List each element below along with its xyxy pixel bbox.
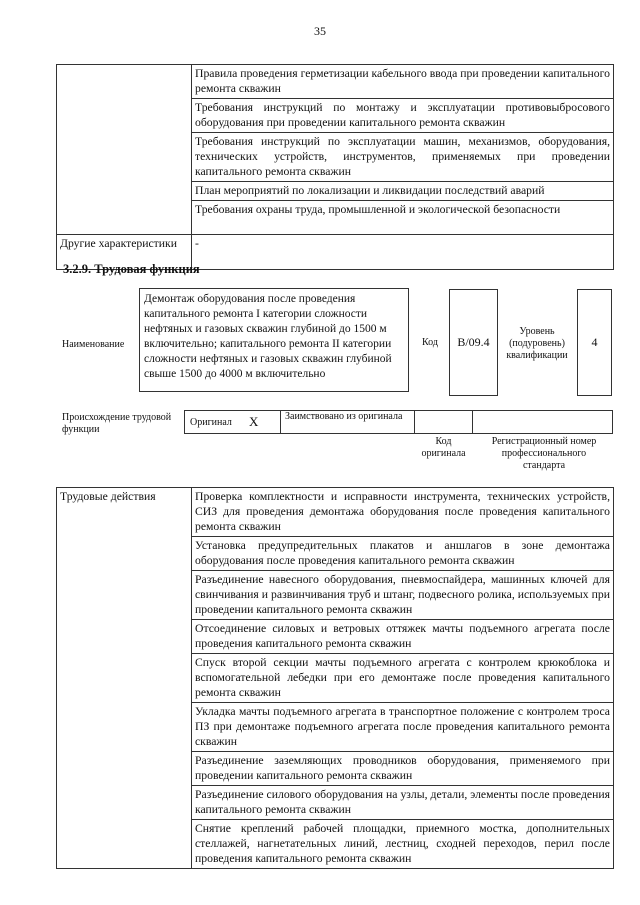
labor-action-cell: Отсоединение силовых и ветровых оттяжек мачты подъемного агрегата после проведения капитального ремонта скважин	[192, 620, 614, 654]
level-value: 4	[591, 335, 598, 349]
labor-actions-label: Трудовые действия	[57, 488, 192, 869]
original-mark: X	[249, 414, 259, 429]
reg-number-caption: Регистрационный номер профессионального стандарта	[491, 436, 597, 471]
empty-label-cell	[57, 65, 192, 235]
other-characteristics-value: -	[192, 235, 614, 270]
level-box	[577, 289, 612, 396]
original-cell	[184, 410, 281, 434]
labor-action-cell: Разъединение заземляющих проводников оборудования, применяемого при проведении капитального ремонта скважин	[192, 752, 614, 786]
code-original-caption: Код оригинала	[421, 436, 466, 459]
requirement-cell: План мероприятий по локализации и ликвидации последствий аварий	[192, 182, 614, 201]
section-title: 3.2.9. Трудовая функция	[63, 262, 200, 276]
borrowed-cell	[280, 410, 415, 434]
borrowed-label: Заимствовано из оригинала	[285, 411, 403, 422]
page-number: 35	[314, 24, 326, 38]
table-row	[57, 65, 614, 99]
reg-number-cell	[472, 410, 613, 434]
function-name-box	[139, 288, 409, 392]
function-code-value: В/09.4	[457, 335, 490, 349]
labor-actions-table	[56, 487, 614, 869]
labor-action-cell: Проверка комплектности и исправности инструмента, технических устройств, СИЗ для проведения демонтажа оборудования после проведения капитального ремонта скважин	[192, 488, 614, 537]
labor-action-cell: Укладка мачты подъемного агрегата в транспортное положение с контролем троса ПЗ при демонтаже подъемного агрегата после проведения капитального ремонта скважин	[192, 703, 614, 752]
function-code-box	[449, 289, 498, 396]
labor-action-cell: Спуск второй секции мачты подъемного агрегата с контролем крюкоблока и вспомогательной лебедки при его демонтаже после проведения капитального ремонта скважин	[192, 654, 614, 703]
requirement-cell: Правила проведения герметизации кабельного ввода при проведении капитального ремонта скважин	[192, 65, 614, 99]
requirement-cell: Требования инструкций по монтажу и эксплуатации противовыбросового оборудования при проведении капитального ремонта скважин	[192, 99, 614, 133]
labor-action-cell: Разъединение навесного оборудования, пневмоспайдера, машинных ключей для свинчивания и развинчивания труб и штанг, подвесного ролика, используемых при проведении капитального ремонта скважин	[192, 571, 614, 620]
other-characteristics-label: Другие характеристики	[57, 235, 192, 270]
level-label: Уровень (подуровень) квалификации	[506, 326, 568, 361]
table-row	[57, 488, 614, 537]
requirement-cell: Требования инструкций по эксплуатации машин, механизмов, оборудования, технических устройств, инструментов, применяемых при проведении капитального ремонта скважин	[192, 133, 614, 182]
original-label: Оригинал	[190, 417, 232, 428]
labor-action-cell: Разъединение силового оборудования на узлы, детали, элементы после проведения капитального ремонта скважин	[192, 786, 614, 820]
origin-label: Происхождение трудовой функции	[62, 412, 172, 435]
requirements-table	[56, 64, 614, 270]
labor-action-cell: Снятие креплений рабочей площадки, приемного мостка, дополнительных стеллажей, нагнетательных линий, лестниц, сходней переходов, перил после проведения капитального ремонта скважин	[192, 820, 614, 869]
code-original-cell	[414, 410, 473, 434]
code-label: Код	[422, 337, 438, 348]
requirement-cell: Требования охраны труда, промышленной и экологической безопасности	[192, 201, 614, 235]
labor-action-cell: Установка предупредительных плакатов и аншлагов в зоне демонтажа оборудования после проведения капитального ремонта скважин	[192, 537, 614, 571]
name-label: Наименование	[62, 339, 125, 350]
function-name-value: Демонтаж оборудования после проведения капитального ремонта I категории сложности нефтяных и газовых скважин глубиной до 1500 м включительно; капитального ремонта II категории сложности нефтяных и газовых скважин глубиной свыше 1500 до 4000 м включительно	[144, 293, 392, 380]
